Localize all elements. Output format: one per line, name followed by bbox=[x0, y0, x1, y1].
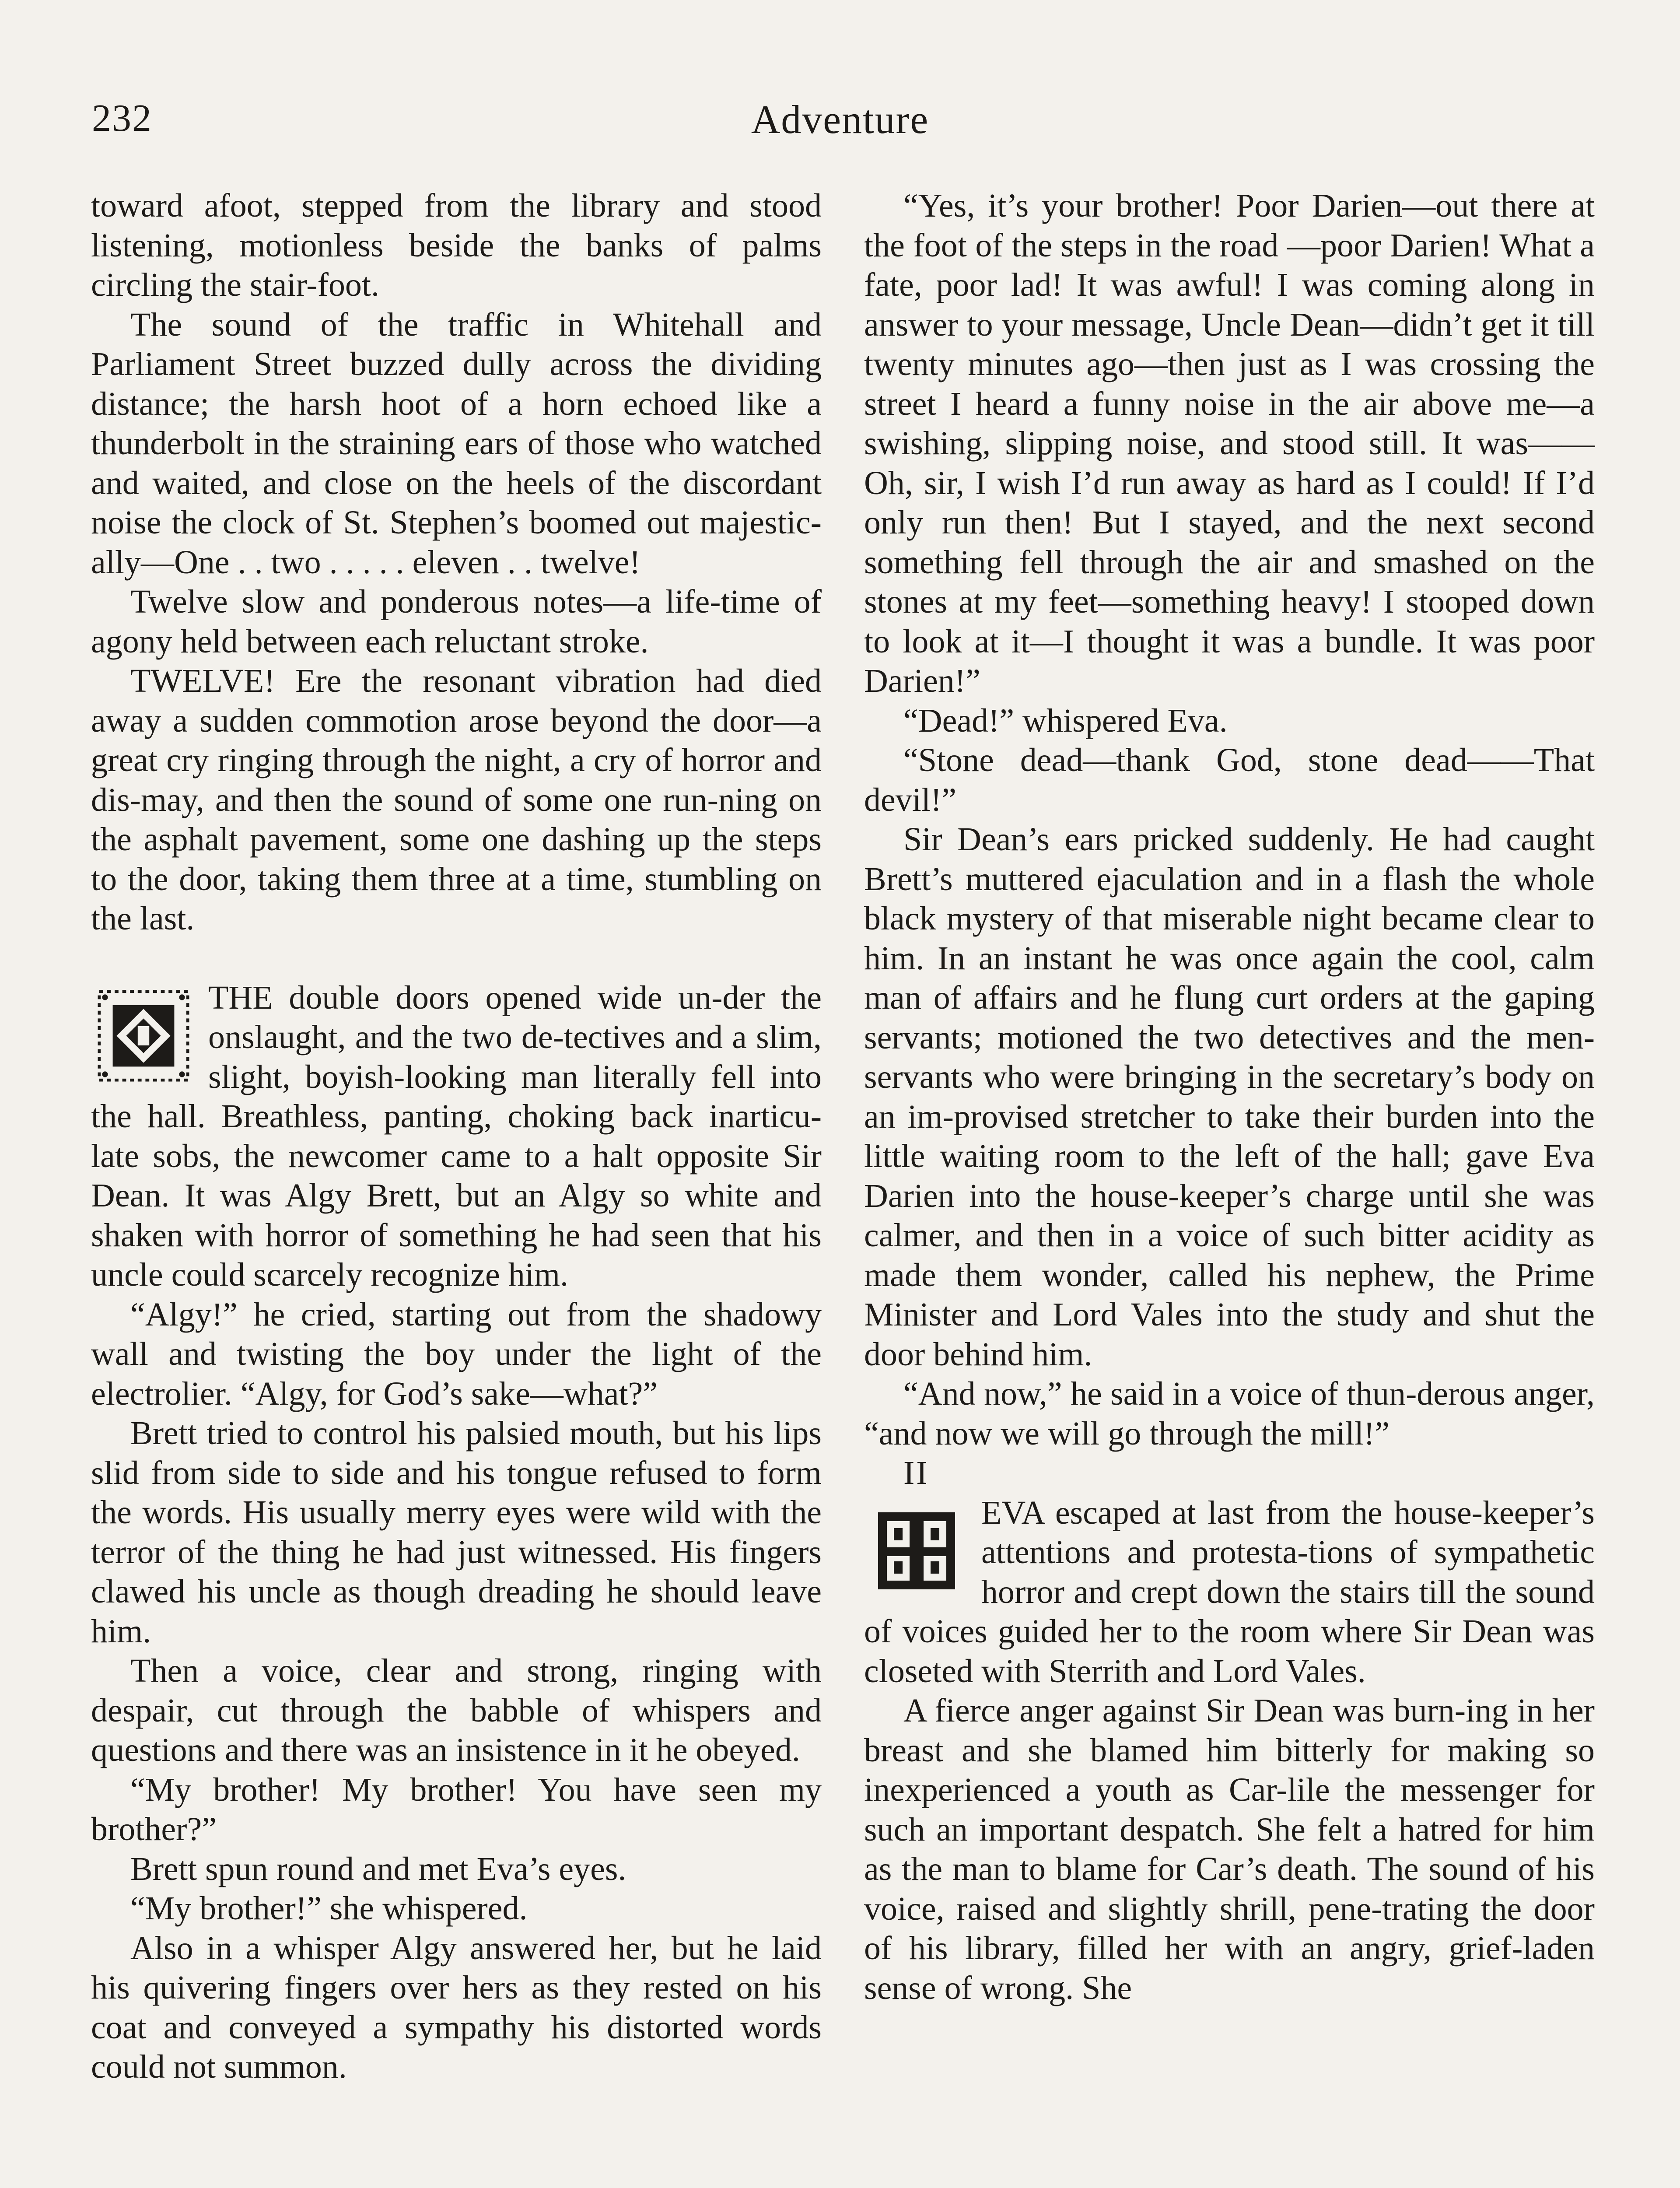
section-heading: II bbox=[903, 1455, 929, 1491]
paragraph: Also in a whisper Algy answered her, but he laid his quivering fingers over hers as they rested on his coat and conveyed a sympathy his distorted words could not summon. bbox=[91, 1929, 822, 2085]
running-title: Adventure bbox=[751, 97, 929, 142]
paragraph: “My brother!” she whispered. bbox=[130, 1890, 528, 1927]
paragraph: “Algy!” he cried, starting out from the shadowy wall and twisting the boy under the light of the electrolier. “Algy, for God’s sake—what?” bbox=[91, 1296, 822, 1412]
dropcap-paragraph bbox=[91, 978, 822, 1295]
paragraph: Twelve slow and ponderous notes—a life-time of agony held between each reluctant stroke. bbox=[91, 583, 822, 660]
ornamental-initial-icon bbox=[864, 1498, 969, 1603]
paragraph: “Stone dead—thank God, stone dead——That devil!” bbox=[864, 742, 1595, 818]
ornamental-initial-icon bbox=[91, 983, 196, 1088]
right-column bbox=[864, 186, 1595, 2008]
paragraph: Then a voice, clear and strong, ringing with despair, cut through the babble of whispers and questions and there was an insistence in it he obeyed. bbox=[91, 1652, 822, 1768]
paragraph: “And now,” he said in a voice of thun-derous anger, “and now we will go through the mill!” bbox=[864, 1375, 1595, 1452]
paragraph: toward afoot, stepped from the library and stood listening, motionless beside the banks of palms circling the stair-foot. bbox=[91, 187, 822, 303]
paragraph: Brett spun round and met Eva’s eyes. bbox=[130, 1850, 626, 1887]
paragraph: A fierce anger against Sir Dean was burn-ing in her breast and she blamed him bitterly for making so inexperienced a youth as Car-lile the messenger for such an important despatch. She felt a hatred for him as the man to blame for Car’s death. The sound of his voice, raised and slightly shrill, pene-trating the door of his library, filled her with an angry, grief-laden sense of wrong. She bbox=[864, 1692, 1595, 2006]
paragraph-text: THE double doors opened wide un-der the onslaught, and the two de-tectives and a slim, slight, boyish-looking man literally fell into the hall. Breathless, panting, choking back inarticu-late sobs, the newcomer came to a halt opposite Sir Dean. It was Algy Brett, but an Algy so white and shaken with horror of something he had seen that his uncle could scarcely recognize him. bbox=[91, 979, 822, 1293]
page-number: 232 bbox=[92, 97, 152, 140]
paragraph: “Yes, it’s your brother! Poor Darien—out there at the foot of the steps in the road —poor Darien! What a fate, poor lad! It was awful! I was coming along in answer to your message, Uncle Dean—didn’t get it till twenty minutes ago—then just as I was crossing the street I heard a funny noise in the air above me—a swishing, slipping noise, and stood still. It was—— Oh, sir, I wish I’d run away as hard as I could! If I’d only run then! But I stayed, and the next second something fell through the air and smashed on the stones at my feet—something heavy! I stooped down to look at it—I thought it was a bundle. It was poor Darien!” bbox=[864, 187, 1595, 699]
paragraph: “Dead!” whispered Eva. bbox=[903, 702, 1228, 739]
paragraph: TWELVE! Ere the resonant vibration had died away a sudden commotion arose beyond the door—a great cry ringing through the night, a cry of horror and dis-may, and then the sound of some one run-ning on the asphalt pavement, some one dashing up the steps to the door, taking them three at a time, stumbling on the last. bbox=[91, 663, 822, 937]
paragraph: Brett tried to control his palsied mouth, but his lips slid from side to side and his tongue refused to form the words. His usually merry eyes were wild with the terror of the thing he had just witnessed. His fingers clawed his uncle as though dreading he should leave him. bbox=[91, 1415, 822, 1650]
left-column bbox=[91, 186, 822, 2087]
page-header bbox=[0, 88, 1680, 149]
paragraph: Sir Dean’s ears pricked suddenly. He had caught Brett’s muttered ejaculation and in a flash the whole black mystery of that miserable night became clear to him. In an instant he was once again the cool, calm man of affairs and he flung curt orders at the gaping servants; motioned the two detectives and the men-servants who were bringing in the secretary’s body on an im-provised stretcher to take their burden into the little waiting room to the left of the hall; gave Eva Darien into the house-keeper’s charge until she was calmer, and then in a voice of such bitter acidity as made them wonder, called his nephew, the Prime Minister and Lord Vales into the study and shut the door behind him. bbox=[864, 821, 1595, 1373]
paragraph: “My brother! My brother! You have seen my brother?” bbox=[91, 1771, 822, 1848]
paragraph: The sound of the traffic in Whitehall and Parliament Street buzzed dully across the dividing distance; the harsh hoot of a horn echoed like a thunderbolt in the straining ears of those who watched and waited, and close on the heels of the discordant noise the clock of St. Stephen’s boomed out majestic-ally—One . . two . . . . . eleven . . twelve! bbox=[91, 306, 822, 581]
paragraph-text: EVA escaped at last from the house-keeper’s attentions and protesta-tions of sympathetic horror and crept down the stairs till the sound of voices guided her to the room where Sir Dean was closeted with Sterrith and Lord Vales. bbox=[864, 1494, 1595, 1690]
dropcap-paragraph bbox=[864, 1493, 1595, 1691]
